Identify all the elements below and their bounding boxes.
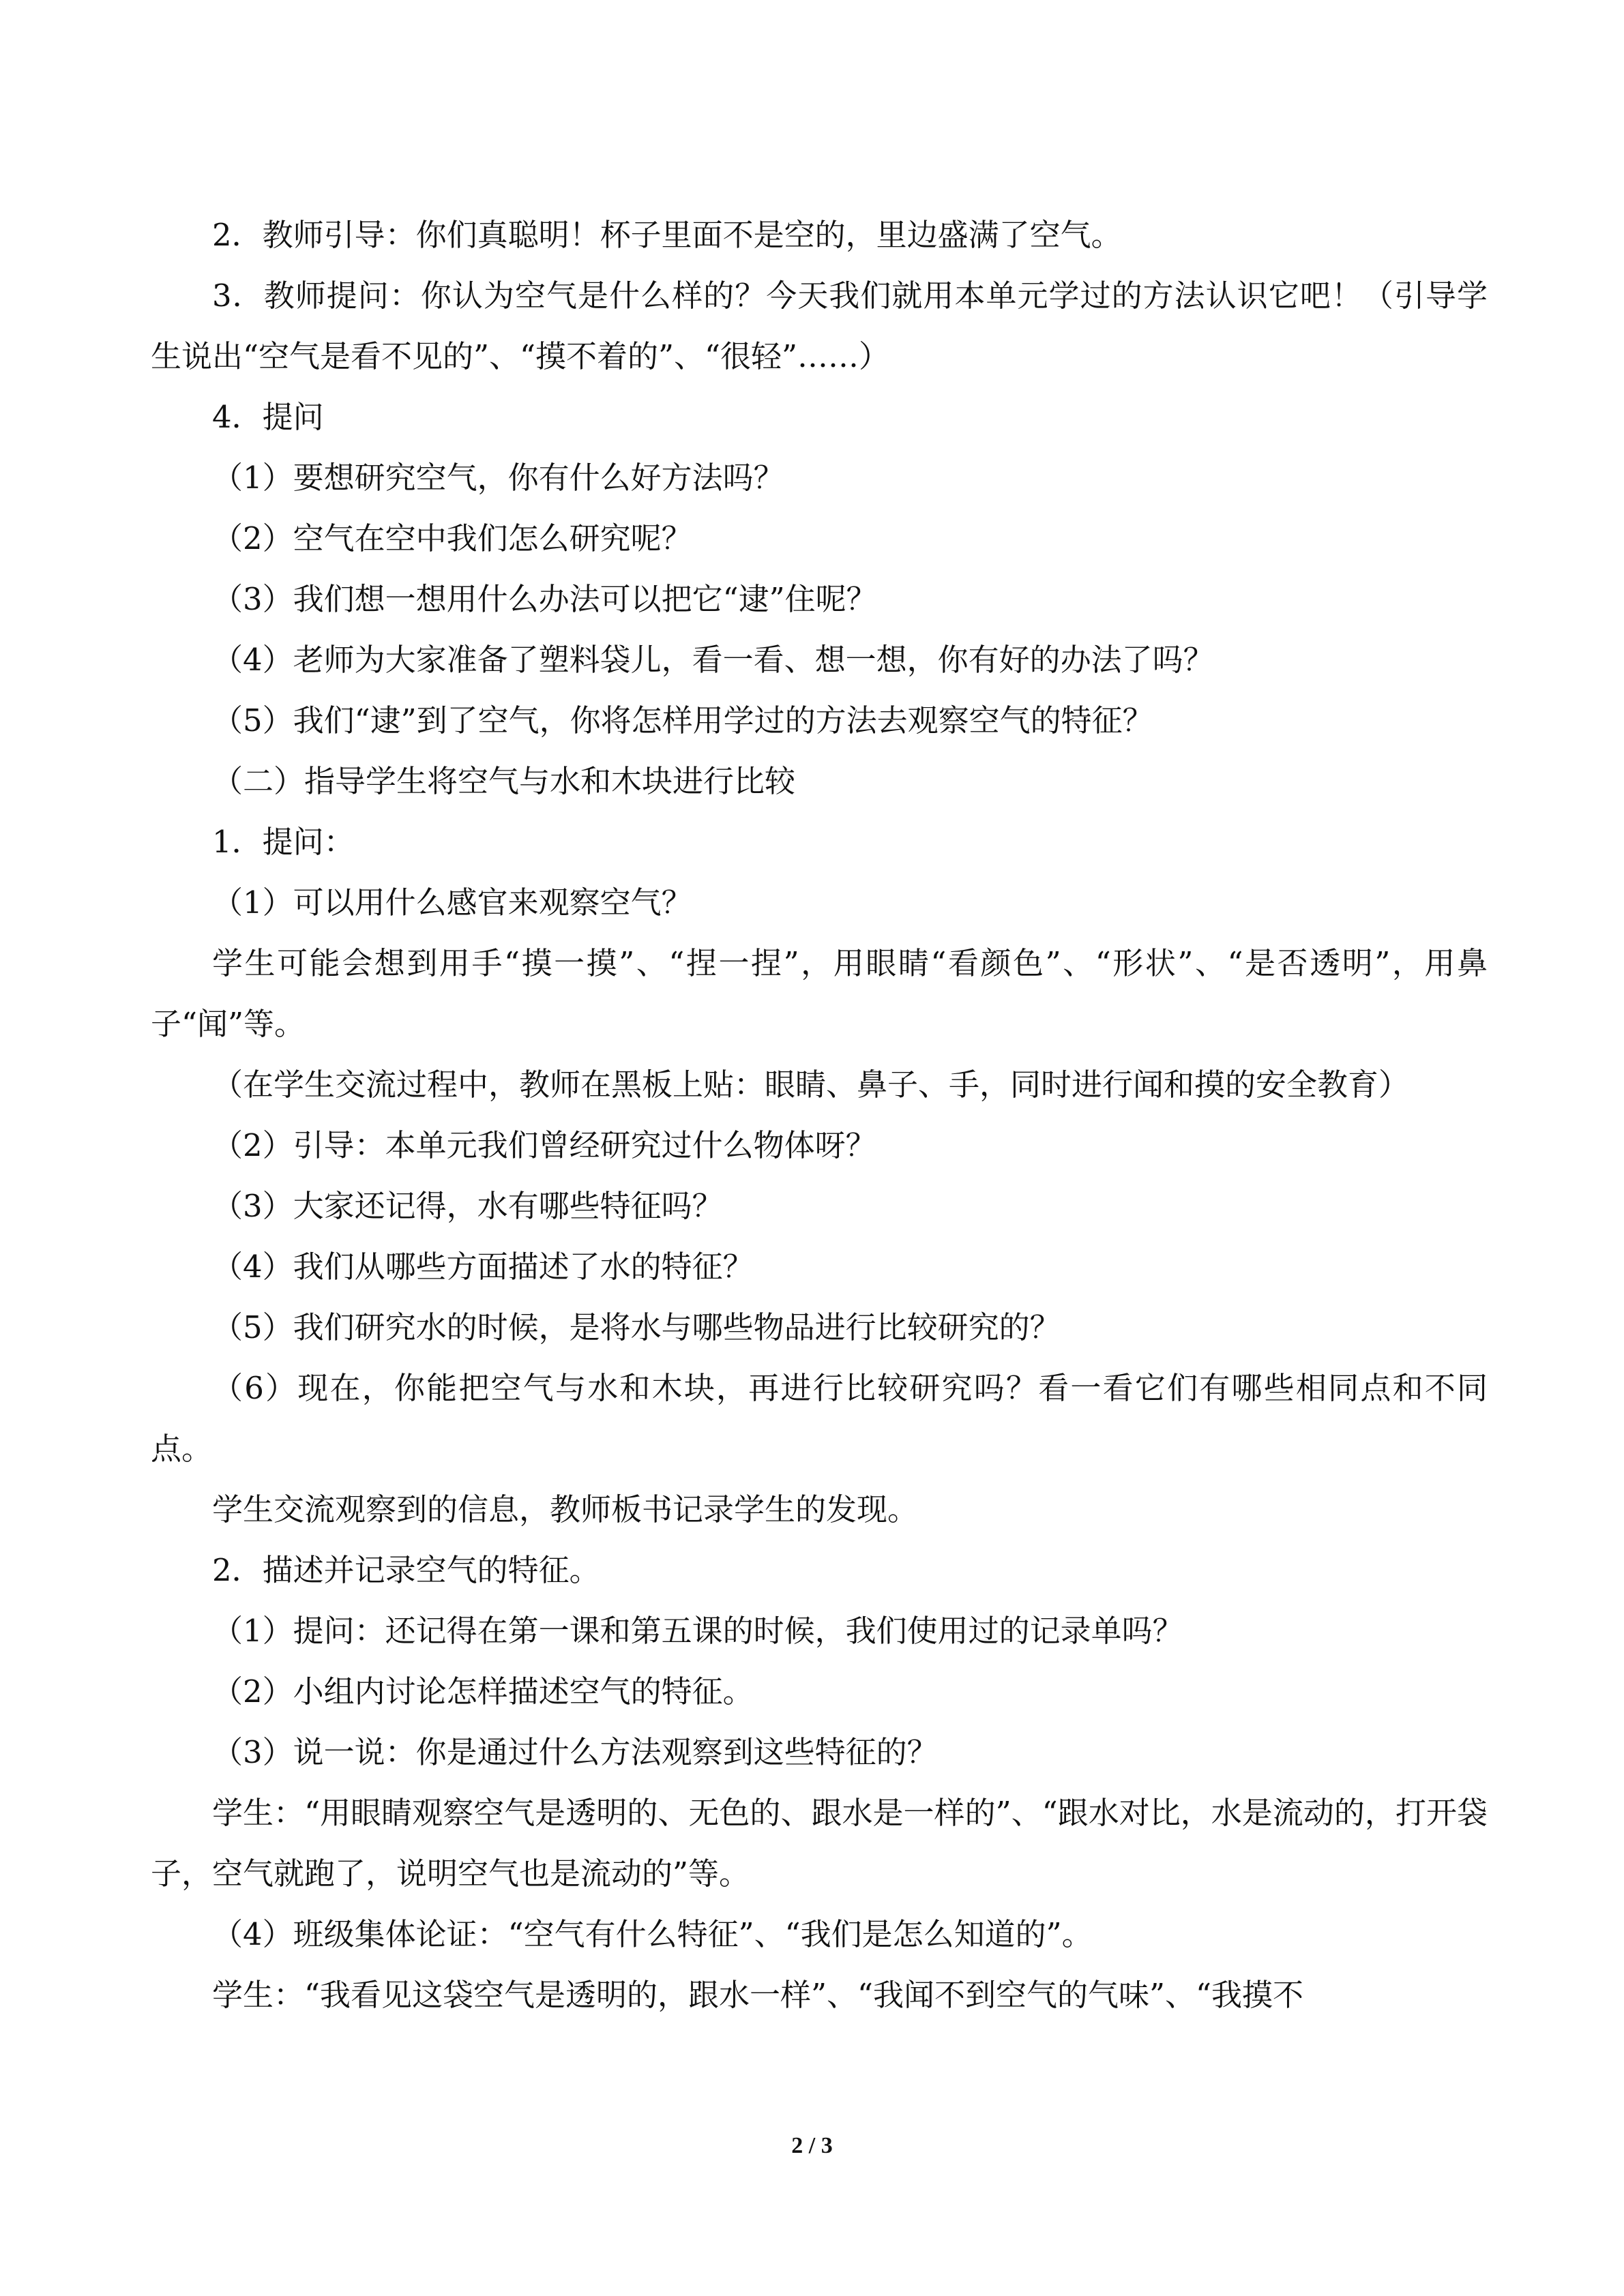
paragraph: （3）说一说：你是通过什么方法观察到这些特征的？ — [212, 1734, 938, 1770]
paragraph: 2．描述并记录空气的特征。 — [212, 1552, 600, 1588]
paragraph: （6）现在，你能把空气与水和木块，再进行比较研究吗？看一看它们有哪些相同点和不同点。 — [151, 1370, 1488, 1467]
section-heading: （二）指导学生将空气与水和木块进行比较 — [212, 763, 796, 799]
paragraph: （2）小组内讨论怎样描述空气的特征。 — [212, 1673, 754, 1710]
paragraph: （4）老师为大家准备了塑料袋儿，看一看、想一想，你有好的办法了吗？ — [212, 642, 1214, 678]
paragraph: 4．提问 — [212, 399, 324, 435]
paragraph: （4）我们从哪些方面描述了水的特征？ — [212, 1249, 754, 1285]
paragraph: 学生：“用眼睛观察空气是透明的、无色的、跟水是一样的”、“跟水对比，水是流动的，打开袋子，空气就跑了，说明空气也是流动的”等。 — [151, 1795, 1488, 1892]
paragraph: （1）提问：还记得在第一课和第五课的时候，我们使用过的记录单吗？ — [212, 1613, 1183, 1649]
paragraph: （在学生交流过程中，教师在黑板上贴：眼睛、鼻子、手，同时进行闻和摸的安全教育） — [212, 1067, 1410, 1103]
paragraph: （1）可以用什么感官来观察空气？ — [212, 884, 692, 921]
document-body — [151, 205, 1488, 2025]
paragraph: 2．教师引导：你们真聪明！杯子里面不是空的，里边盛满了空气。 — [212, 217, 1122, 253]
page-number: 2 / 3 — [791, 2133, 833, 2158]
paragraph: 学生交流观察到的信息，教师板书记录学生的发现。 — [212, 1491, 919, 1527]
paragraph: （4）班级集体论证：“空气有什么特征”、“我们是怎么知道的”。 — [212, 1916, 1093, 1952]
paragraph: （1）要想研究空气，你有什么好方法吗？ — [212, 460, 784, 496]
paragraph: 学生可能会想到用手“摸一摸”、“捏一捏”，用眼睛“看颜色”、“形状”、“是否透明”，用鼻子“闻”等。 — [151, 945, 1488, 1042]
paragraph: 学生：“我看见这袋空气是透明的，跟水一样”、“我闻不到空气的气味”、“我摸不 — [212, 1977, 1304, 2013]
paragraph: 1．提问： — [212, 824, 355, 860]
paragraph: （5）我们研究水的时候，是将水与哪些物品进行比较研究的？ — [212, 1309, 1061, 1345]
paragraph: （2）空气在空中我们怎么研究呢？ — [212, 520, 692, 556]
paragraph: （5）我们“逮”到了空气，你将怎样用学过的方法去观察空气的特征？ — [212, 702, 1153, 739]
paragraph: （3）我们想一想用什么办法可以把它“逮”住呢？ — [212, 581, 877, 617]
paragraph: 3．教师提问：你认为空气是什么样的？今天我们就用本单元学过的方法认识它吧！（引导学生说出“空气是看不见的”、“摸不着的”、“很轻”……） — [151, 278, 1488, 374]
paragraph: （2）引导：本单元我们曾经研究过什么物体呀？ — [212, 1127, 876, 1163]
paragraph: （3）大家还记得，水有哪些特征吗？ — [212, 1188, 723, 1224]
